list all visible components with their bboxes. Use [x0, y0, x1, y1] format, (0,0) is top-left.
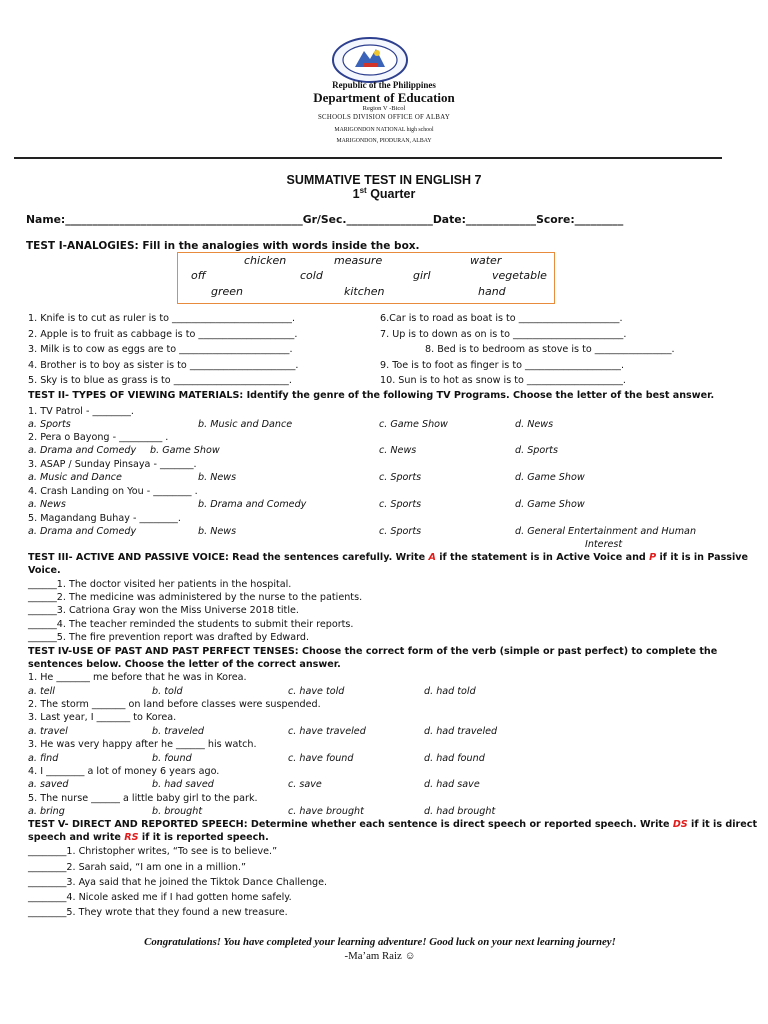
analogy-item: 7. Up is to down as on is to _______________________.: [380, 329, 627, 340]
choice-a: a. saved: [28, 779, 69, 790]
choice-c: c. have brought: [288, 806, 364, 817]
test3-heading-end: if it is in Passive: [656, 552, 749, 563]
question: 2. Pera o Bayong - _________ .: [28, 432, 169, 443]
test5-line2-post: if it is reported speech.: [138, 832, 269, 843]
voice-item: ______4. The teacher reminded the students to submit their reports.: [28, 619, 354, 630]
choice-d-continued: Interest: [585, 539, 623, 550]
speech-item: ________1. Christopher writes, “To see is to believe.”: [28, 846, 278, 857]
school-line: MARIGONDON NATIONAL high school: [334, 127, 434, 133]
word-chicken: chicken: [244, 254, 287, 267]
voice-item: ______2. The medicine was administered by the nurse to the patients.: [28, 592, 363, 603]
choice-d: d. had found: [424, 753, 485, 764]
question: 1. TV Patrol - ________.: [28, 406, 134, 417]
choice-a: a. Music and Dance: [28, 472, 122, 483]
choice-c: c. Sports: [379, 472, 422, 483]
division-line: SCHOOLS DIVISION OFFICE OF ALBAY: [317, 114, 451, 121]
choice-d: d. Game Show: [515, 499, 585, 510]
choice-c: c. Sports: [379, 526, 422, 537]
choice-b: b. told: [152, 686, 183, 697]
test4-heading-line2: sentences below. Choose the letter of the correct answer.: [28, 659, 341, 670]
word-water: water: [470, 254, 502, 267]
choice-b: b. News: [198, 526, 237, 537]
word-girl: girl: [413, 269, 431, 282]
speech-item: ________2. Sarah said, “I am one in a million.”: [28, 862, 246, 873]
test2-heading: TEST II- TYPES OF VIEWING MATERIALS: Identify the genre of the following TV Programs. Choose the letter of the best answer.: [28, 390, 715, 401]
question: 3. Last year, I _______ to Korea.: [28, 712, 177, 723]
test3-heading: [28, 552, 748, 564]
quarter-number: 1: [352, 187, 360, 202]
question: 3. ASAP / Sunday Pinsaya - _______.: [28, 459, 197, 470]
choice-b: b. had saved: [152, 779, 214, 790]
choice-b: b. traveled: [152, 726, 205, 737]
speech-item: ________3. Aya said that he joined the Tiktok Dance Challenge.: [28, 877, 328, 888]
republic-line: Republic of the Philippines: [332, 80, 436, 90]
choice-b: b. Drama and Comedy: [198, 499, 307, 510]
choice-b: b. found: [152, 753, 192, 764]
choice-c: c. have found: [288, 753, 354, 764]
test5-heading-text: TEST V- DIRECT AND REPORTED SPEECH: Determine whether each sentence is direct speech or reported speech. Write: [28, 819, 673, 830]
question: 1. He _______ me before that he was in Korea.: [28, 672, 247, 683]
analogy-item: 8. Bed is to bedroom as stove is to ________________.: [425, 344, 675, 355]
passive-marker: P: [649, 552, 657, 563]
choice-c: c. Game Show: [379, 419, 448, 430]
analogy-item: 9. Toe is to foot as finger is to ____________________.: [380, 360, 624, 371]
active-marker: A: [428, 552, 436, 563]
choice-d: d. had brought: [424, 806, 496, 817]
test-title: SUMMATIVE TEST IN ENGLISH 7: [286, 173, 482, 187]
closing-message: Congratulations! You have completed your learning adventure! Good luck on your next learning journey!: [144, 936, 616, 948]
voice-item: ______5. The fire prevention report was drafted by Edward.: [28, 632, 310, 643]
choice-c: c. Sports: [379, 499, 422, 510]
word-box: [177, 252, 555, 304]
choice-a: a. travel: [28, 726, 68, 737]
question: 5. The nurse ______ a little baby girl to the park.: [28, 793, 258, 804]
test3-heading-line2: Voice.: [28, 565, 61, 576]
choice-b: b. brought: [152, 806, 203, 817]
choice-d: d. News: [515, 419, 554, 430]
word-cold: cold: [300, 269, 323, 282]
choice-c: c. have traveled: [288, 726, 366, 737]
analogy-item: 4. Brother is to boy as sister is to ______________________.: [28, 360, 299, 371]
quarter-title: [0, 186, 768, 201]
word-off: off: [191, 269, 206, 282]
test3-heading-mid: if the statement is in Active Voice and: [435, 552, 650, 563]
choice-a: a. Sports: [28, 419, 71, 430]
speech-item: ________5. They wrote that they found a new treasure.: [28, 907, 288, 918]
quarter-suffix: st: [359, 186, 367, 195]
test5-heading-mid: if it is direct: [687, 819, 758, 830]
test4-heading: TEST IV-USE OF PAST AND PAST PERFECT TENSES: Choose the correct form of the verb (simple or past perfect) to complete the: [28, 646, 718, 657]
choice-b: b. Music and Dance: [198, 419, 293, 430]
choice-d: d. had save: [424, 779, 480, 790]
direct-speech-marker: DS: [672, 819, 688, 830]
choice-d: d. had told: [424, 686, 476, 697]
choice-d: d. General Entertainment and Human: [515, 526, 697, 537]
word-hand: hand: [478, 285, 506, 298]
choice-a: a. tell: [28, 686, 55, 697]
question: 5. Magandang Buhay - ________.: [28, 513, 181, 524]
test1-heading: TEST I-ANALOGIES: Fill in the analogies with words inside the box.: [26, 240, 420, 252]
choice-a: a. bring: [28, 806, 65, 817]
question: 4. Crash Landing on You - ________ .: [28, 486, 198, 497]
analogy-item: 3. Milk is to cow as eggs are to _______________________.: [28, 344, 293, 355]
region-line: Region V -Bicol: [362, 105, 406, 112]
test5-heading: [28, 819, 757, 831]
header-divider: [14, 157, 722, 159]
question: 3. He was very happy after he ______ his watch.: [28, 739, 257, 750]
question: 2. The storm _______ on land before classes were suspended.: [28, 699, 321, 710]
choice-d: d. had traveled: [424, 726, 498, 737]
name-grade-date-score-line: Name:____________________________________________Gr/Sec.________________Date:_____________Score:_________: [26, 213, 624, 226]
choice-a: a. Drama and Comedy: [28, 445, 137, 456]
word-green: green: [211, 285, 244, 298]
question: 4. I ________ a lot of money 6 years ago.: [28, 766, 220, 777]
speech-item: ________4. Nicole asked me if I had gotten home safely.: [28, 892, 292, 903]
word-kitchen: kitchen: [344, 285, 385, 298]
test5-heading-line2: [28, 832, 269, 844]
word-vegetable: vegetable: [492, 269, 547, 282]
voice-item: ______1. The doctor visited her patients in the hospital.: [28, 579, 292, 590]
choice-c: c. have told: [288, 686, 345, 697]
choice-a: a. Drama and Comedy: [28, 526, 137, 537]
analogy-item: 6.Car is to road as boat is to _____________________.: [380, 313, 623, 324]
choice-a: a. News: [28, 499, 66, 510]
test5-line2-pre: speech and write: [28, 832, 125, 843]
analogy-item: 2. Apple is to fruit as cabbage is to ____________________.: [28, 329, 298, 340]
analogy-item: 1. Knife is to cut as ruler is to _________________________.: [28, 313, 296, 324]
reported-speech-marker: RS: [124, 832, 139, 843]
word-measure: measure: [334, 254, 383, 267]
choice-d: d. Sports: [515, 445, 558, 456]
choice-a: a. find: [28, 753, 59, 764]
department-title: Department of Education: [313, 90, 455, 105]
choice-b: b. News: [198, 472, 237, 483]
address-line: MARIGONDON, PIODURAN, ALBAY: [336, 138, 432, 144]
test3-heading-text: TEST III- ACTIVE AND PASSIVE VOICE: Read the sentences carefully. Write: [28, 552, 429, 563]
voice-item: ______3. Catriona Gray won the Miss Universe 2018 title.: [28, 605, 299, 616]
analogy-item: 5. Sky is to blue as grass is to ________________________.: [28, 375, 292, 386]
choice-d: d. Game Show: [515, 472, 585, 483]
teacher-signature: -Ma’am Raiz ☺: [344, 950, 416, 962]
choice-c: c. save: [288, 779, 322, 790]
deped-seal-logo: [331, 37, 409, 83]
choice-b: b. Game Show: [150, 445, 220, 456]
analogy-item: 10. Sun is to hot as snow is to ____________________.: [380, 375, 626, 386]
choice-c: c. News: [379, 445, 417, 456]
quarter-word: Quarter: [366, 187, 416, 202]
